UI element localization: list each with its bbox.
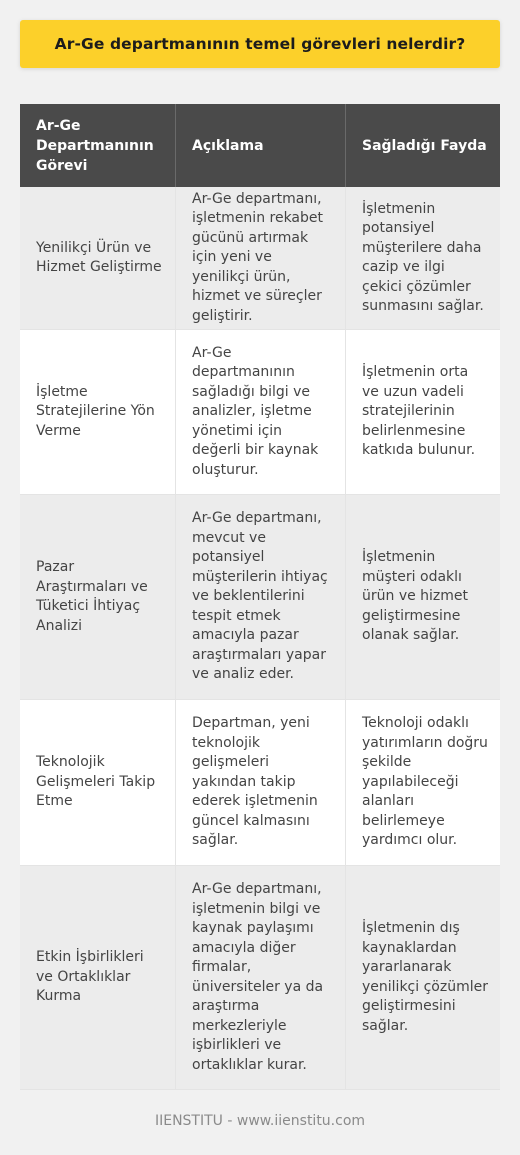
title-banner	[20, 20, 500, 68]
table-header-row	[20, 104, 500, 187]
task-cell: Etkin İşbirlikleri ve Ortaklıklar Kurma	[20, 866, 176, 1090]
description-cell: Ar-Ge departmanı, işletmenin rekabet gücünü artırmak için yeni ve yenilikçi ürün, hizmet ve süreçler geliştirir.	[176, 187, 346, 330]
table-row	[20, 330, 500, 495]
task-cell: Yenilikçi Ürün ve Hizmet Geliştirme	[20, 187, 176, 330]
description-cell: Departman, yeni teknolojik gelişmeleri yakından takip ederek işletmenin güncel kalmasını sağlar.	[176, 700, 346, 866]
description-cell: Ar-Ge departmanının sağladığı bilgi ve analizler, işletme yönetimi için değerli bir kaynak oluşturur.	[176, 330, 346, 495]
column-header-task: Ar-Ge Departmanının Görevi	[20, 104, 176, 187]
description-cell: Ar-Ge departmanı, mevcut ve potansiyel müşterilerin ihtiyaç ve beklentilerini tespit etmek amacıyla pazar araştırmaları yapar ve analiz eder.	[176, 495, 346, 700]
task-cell: İşletme Stratejilerine Yön Verme	[20, 330, 176, 495]
table-row	[20, 495, 500, 700]
table-row	[20, 700, 500, 866]
column-header-description: Açıklama	[176, 104, 346, 187]
footer-credit: IIENSTITU - www.iienstitu.com	[154, 1113, 366, 1129]
benefit-cell: İşletmenin potansiyel müşterilere daha cazip ve ilgi çekici çözümler sunmasını sağlar.	[346, 187, 500, 330]
benefit-cell: İşletmenin müşteri odaklı ürün ve hizmet geliştirmesine olanak sağlar.	[346, 495, 500, 700]
task-cell: Teknolojik Gelişmeleri Takip Etme	[20, 700, 176, 866]
benefit-cell: İşletmenin orta ve uzun vadeli stratejilerinin belirlenmesine katkıda bulunur.	[346, 330, 500, 495]
duties-table	[20, 104, 500, 1090]
table-row	[20, 187, 500, 330]
column-header-benefit: Sağladığı Fayda	[346, 104, 500, 187]
description-cell: Ar-Ge departmanı, işletmenin bilgi ve kaynak paylaşımı amacıyla diğer firmalar, üniversiteler ya da araştırma merkezleriyle işbirlikleri ve ortaklıklar kurar.	[176, 866, 346, 1090]
benefit-cell: İşletmenin dış kaynaklardan yararlanarak yenilikçi çözümler geliştirmesini sağlar.	[346, 866, 500, 1090]
task-cell: Pazar Araştırmaları ve Tüketici İhtiyaç Analizi	[20, 495, 176, 700]
page-title: Ar-Ge departmanının temel görevleri nelerdir?	[54, 35, 466, 53]
table-row	[20, 866, 500, 1090]
benefit-cell: Teknoloji odaklı yatırımların doğru şekilde yapılabileceği alanları belirlemeye yardımcı olur.	[346, 700, 500, 866]
